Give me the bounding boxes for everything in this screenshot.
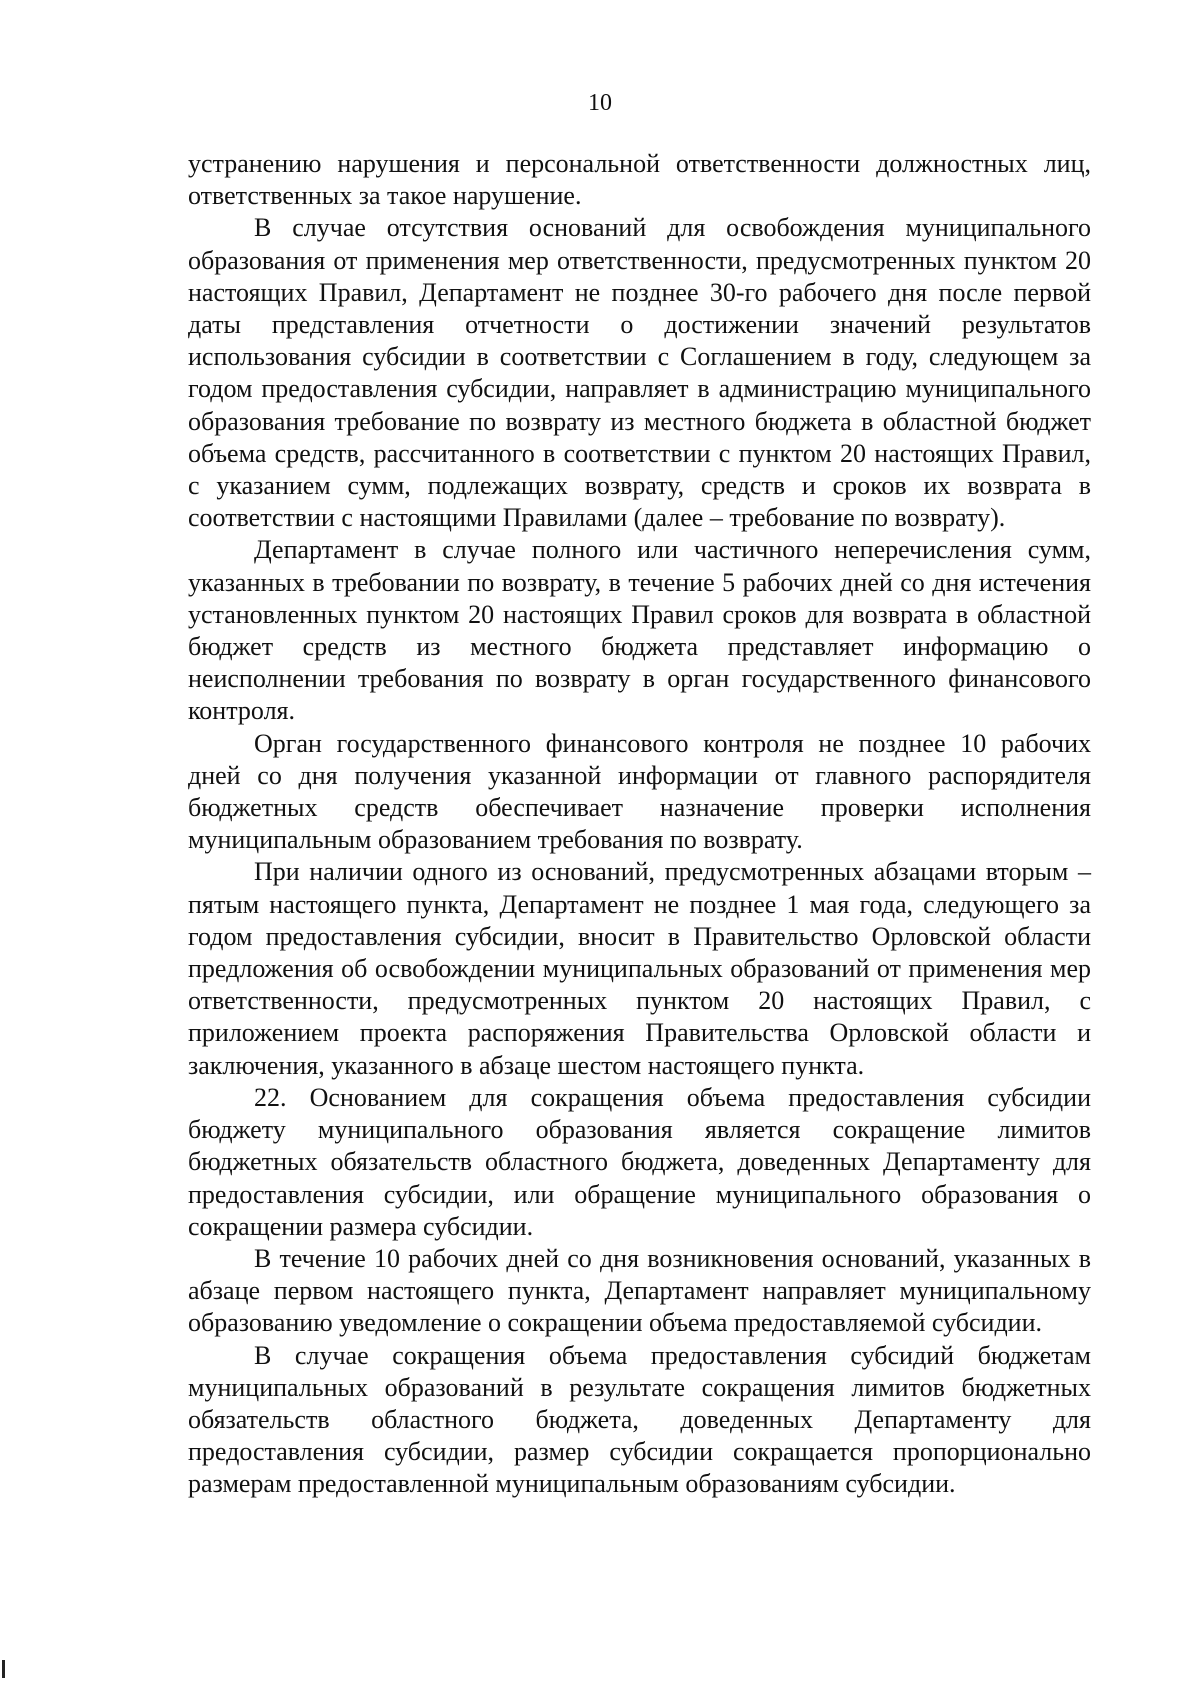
paragraph-continuation: устранению нарушения и персональной ответственности должностных лиц, ответственных за такое нарушение. bbox=[188, 149, 1091, 211]
paragraph-proportional-reduction: В случае сокращения объема предоставления субсидий бюджетам муниципальных образований в результате сокращения лимитов бюджетных обязательств областного бюджета, доведенных Департаменту для предоставления субсидии, размер субсидии сокращается пропорционально размерам предоставленной муниципальным образованиям субсидии. bbox=[188, 1340, 1091, 1499]
paragraph-reduction-notice: В течение 10 рабочих дней со дня возникновения оснований, указанных в абзаце первом настоящего пункта, Департамент направляет муниципальному образованию уведомление о сокращении объема предоставляемой субсидии. bbox=[188, 1243, 1091, 1338]
paragraph-financial-control: Орган государственного финансового контроля не позднее 10 рабочих дней со дня получения указанной информации от главного распорядителя бюджетных средств обеспечивает назначение проверки исполнения муниципальным образованием требования по возврату. bbox=[188, 728, 1091, 855]
paragraph-exemption-proposal: При наличии одного из оснований, предусмотренных абзацами вторым – пятым настоящего пункта, Департамент не позднее 1 мая года, следующего за годом предоставления субсидии, вносит в Правительство Орловской области предложения об освобождении муниципальных образований от применения мер ответственности, предусмотренных пунктом 20 настоящих Правил, с приложением проекта распоряжения Правительства Орловской области и заключения, указанного в абзаце шестом настоящего пункта. bbox=[188, 857, 1091, 1080]
paragraph-non-transfer-notice: Департамент в случае полного или частичного неперечисления сумм, указанных в требовании по возврату, в течение 5 рабочих дней со дня истечения установленных пунктом 20 настоящих Правил сроков для возврата в областной бюджет средств из местного бюджета представляет информацию о неисполнении требования по возврату в орган государственного финансового контроля. bbox=[188, 535, 1091, 726]
paragraph-item-22: 22. Основанием для сокращения объема предоставления субсидии бюджету муниципального образования является сокращение лимитов бюджетных обязательств областного бюджета, доведенных Департаменту для предоставления субсидии, или обращение муниципального образования о сокращении размера субсидии. bbox=[188, 1082, 1091, 1241]
scan-edge-mark bbox=[2, 1660, 5, 1678]
page-number: 10 bbox=[588, 90, 612, 116]
document-body bbox=[188, 148, 1091, 1501]
paragraph-return-requirement: В случае отсутствия оснований для освобождения муниципального образования от применения мер ответственности, предусмотренных пунктом 20 настоящих Правил, Департамент не позднее 30-го рабочего дня после первой даты представления отчетности о достижении значений результатов использования субсидии в соответствии с Соглашением в году, следующем за годом предоставления субсидии, направляет в администрацию муниципального образования требование по возврату из местного бюджета в областной бюджет объема средств, рассчитанного в соответствии с пунктом 20 настоящих Правил, с указанием сумм, подлежащих возврату, средств и сроков их возврата в соответствии с настоящими Правилами (далее – требование по возврату). bbox=[188, 213, 1091, 533]
